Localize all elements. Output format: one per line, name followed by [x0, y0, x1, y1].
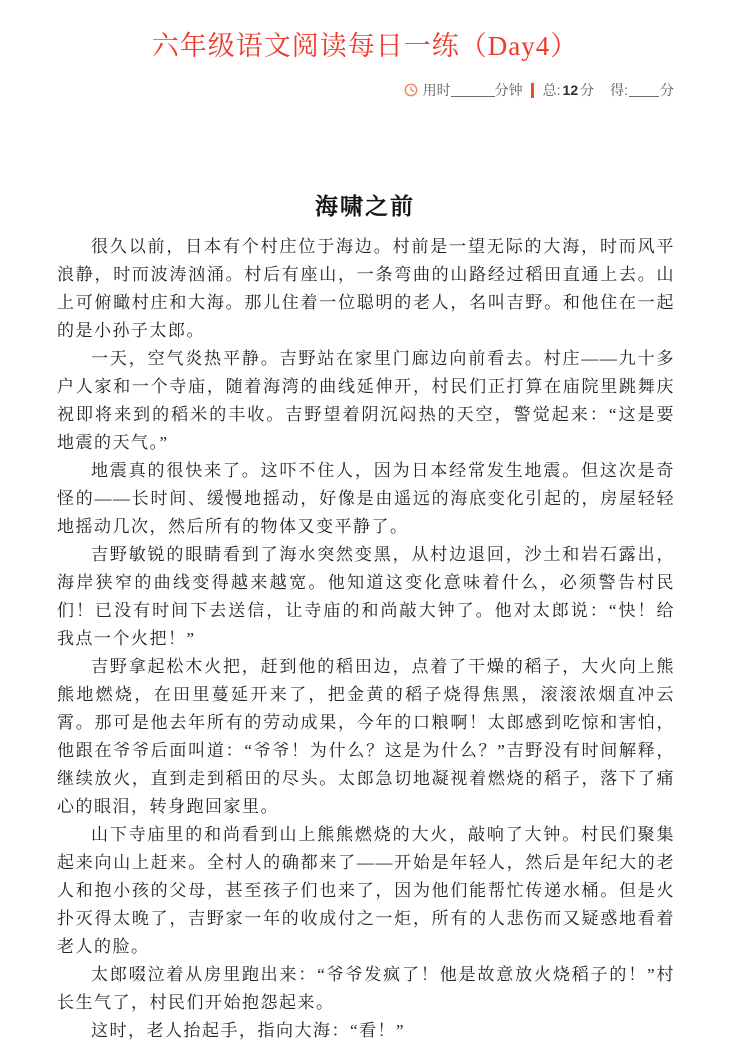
score-unit: 分 — [660, 82, 674, 98]
story-title: 海啸之前 — [315, 194, 415, 219]
time-unit: 分钟 — [494, 82, 523, 98]
story-paragraph: 吉野敏锐的眼睛看到了海水突然变黑，从村边退回，沙土和岩石露出，海岸狭窄的曲线变得越来越宽。他知道这变化意味着什么，必须警告村民们！已没有时间下去送信，让寺庙的和尚敲大钟了。他对太郎说：“快！给我点一个火把！” — [57, 545, 675, 648]
clock-icon — [404, 83, 418, 97]
divider-bar — [531, 83, 534, 98]
story-paragraph: 这时，老人抬起手，指向大海：“看！” — [91, 1021, 406, 1040]
page-title: 六年级语文阅读每日一练（Day4） — [151, 31, 579, 61]
score-blank — [629, 83, 659, 97]
total-unit: 分 — [580, 82, 595, 98]
time-blank — [451, 83, 495, 97]
score-meta-row — [404, 80, 674, 100]
story-paragraph: 地震真的很快来了。这吓不住人，因为日本经常发生地震。但这次是奇怪的——长时间、缓慢地摇动，好像是由遥远的海底变化引起的，房屋轻轻地摇动几次，然后所有的物体又变平静了。 — [57, 461, 675, 536]
score-label: 得: — [610, 82, 628, 98]
story-paragraph: 很久以前，日本有个村庄位于海边。村前是一望无际的大海，时而风平浪静，时而波涛汹涌。村后有座山，一条弯曲的山路经过稻田直通上去。山上可俯瞰村庄和大海。那儿住着一位聪明的老人，名叫吉野。和他住在一起的是小孙子太郎。 — [57, 237, 675, 340]
total-points-value: 12 — [562, 82, 579, 98]
story-paragraph: 太郎啜泣着从房里跑出来：“爷爷发疯了！他是故意放火烧稻子的！”村长生气了，村民们开始抱怨起来。 — [57, 965, 675, 1012]
story-body — [57, 233, 675, 1045]
time-label: 用时 — [422, 82, 451, 98]
story-paragraph: 一天，空气炎热平静。吉野站在家里门廊边向前看去。村庄——九十多户人家和一个寺庙，随着海湾的曲线延伸开，村民们正打算在庙院里跳舞庆祝即将来到的稻米的丰收。吉野望着阴沉闷热的天空，警觉起来：“这是要地震的天气。” — [57, 349, 675, 452]
story-paragraph: 山下寺庙里的和尚看到山上熊熊燃烧的大火，敲响了大钟。村民们聚集起来向山上赶来。全村人的确都来了——开始是年轻人，然后是年纪大的老人和抱小孩的父母，甚至孩子们也来了，因为他们能帮忙传递水桶。但是火扑灭得太晚了，吉野家一年的收成付之一炬，所有的人悲伤而又疑惑地看着老人的脸。 — [57, 825, 675, 956]
total-label: 总: — [542, 82, 561, 98]
story-paragraph: 吉野拿起松木火把，赶到他的稻田边，点着了干燥的稻子，大火向上熊熊地燃烧，在田里蔓延开来了，把金黄的稻子烧得焦黑，滚滚浓烟直冲云霄。那可是他去年所有的劳动成果，今年的口粮啊！太郎感到吃惊和害怕，他跟在爷爷后面叫道：“爷爷！为什么？这是为什么？”吉野没有时间解释，继续放火，直到走到稻田的尽头。太郎急切地凝视着燃烧的稻子，落下了痛心的眼泪，转身跑回家里。 — [57, 657, 675, 816]
